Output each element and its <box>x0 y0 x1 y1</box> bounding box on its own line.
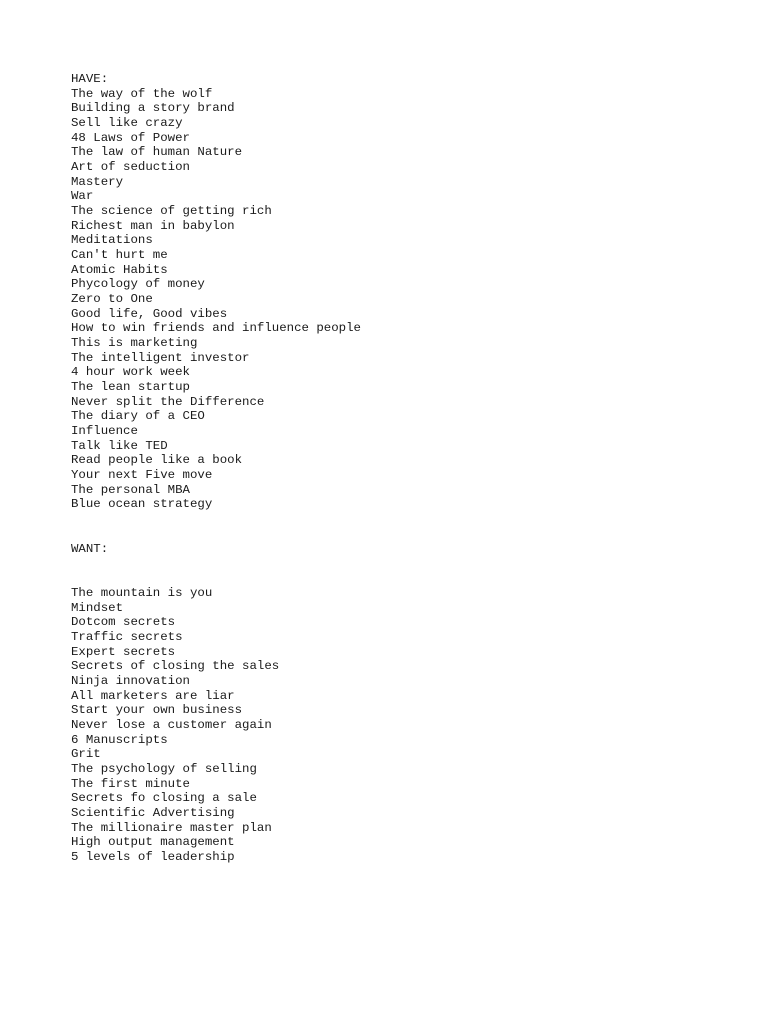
have-item: Can't hurt me <box>71 248 168 263</box>
want-item: The first minute <box>71 776 190 791</box>
have-item: 4 hour work week <box>71 365 190 380</box>
want-item: Scientific Advertising <box>71 806 235 821</box>
have-section <box>71 72 711 512</box>
have-item: Richest man in babylon <box>71 218 235 233</box>
want-item: Never lose a customer again <box>71 718 272 733</box>
want-item: Expert secrets <box>71 644 176 659</box>
have-item: The law of human Nature <box>71 145 243 160</box>
have-item: The science of getting rich <box>71 204 272 219</box>
want-item: Start your own business <box>71 703 243 718</box>
have-item: Meditations <box>71 233 153 248</box>
want-heading: WANT: <box>71 542 109 556</box>
want-item: Ninja innovation <box>71 674 190 689</box>
have-heading: HAVE: <box>71 72 109 86</box>
have-item: The intelligent investor <box>71 350 250 365</box>
want-item: Traffic secrets <box>71 630 183 645</box>
have-item: How to win friends and influence people <box>71 321 361 336</box>
want-item: 6 Manuscripts <box>71 732 168 747</box>
want-item: High output management <box>71 835 235 850</box>
want-item: Grit <box>71 747 101 762</box>
have-item: The way of the wolf <box>71 86 213 101</box>
want-item: Dotcom secrets <box>71 615 176 630</box>
want-item: Secrets of closing the sales <box>71 659 280 674</box>
have-item: Blue ocean strategy <box>71 497 213 512</box>
have-item: 48 Laws of Power <box>71 130 190 145</box>
want-item: The psychology of selling <box>71 762 257 777</box>
have-item: The personal MBA <box>71 482 190 497</box>
document-page <box>71 72 711 865</box>
have-item: Zero to One <box>71 292 153 307</box>
have-item: Phycology of money <box>71 277 205 292</box>
have-item: Art of seduction <box>71 160 190 175</box>
have-item: War <box>71 189 94 204</box>
have-item: The diary of a CEO <box>71 409 205 424</box>
have-item: Atomic Habits <box>71 262 168 277</box>
want-item: Mindset <box>71 600 124 615</box>
want-item: All marketers are liar <box>71 688 235 703</box>
want-item: The mountain is you <box>71 586 213 600</box>
have-item: Mastery <box>71 174 124 189</box>
have-list <box>71 87 711 512</box>
want-item: Secrets fo closing a sale <box>71 791 257 806</box>
want-item: The millionaire master plan <box>71 820 272 835</box>
want-item: 5 levels of leadership <box>71 850 235 865</box>
have-item: The lean startup <box>71 380 190 395</box>
have-item: Building a story brand <box>71 101 235 116</box>
have-item: Read people like a book <box>71 453 243 468</box>
have-item: Your next Five move <box>71 468 213 483</box>
have-item: Influence <box>71 424 138 439</box>
have-item: Never split the Difference <box>71 394 265 409</box>
have-item: Talk like TED <box>71 438 168 453</box>
have-item: Sell like crazy <box>71 116 183 131</box>
have-item: This is marketing <box>71 336 198 351</box>
want-section <box>71 542 280 865</box>
want-list <box>71 586 279 865</box>
have-item: Good life, Good vibes <box>71 306 228 321</box>
